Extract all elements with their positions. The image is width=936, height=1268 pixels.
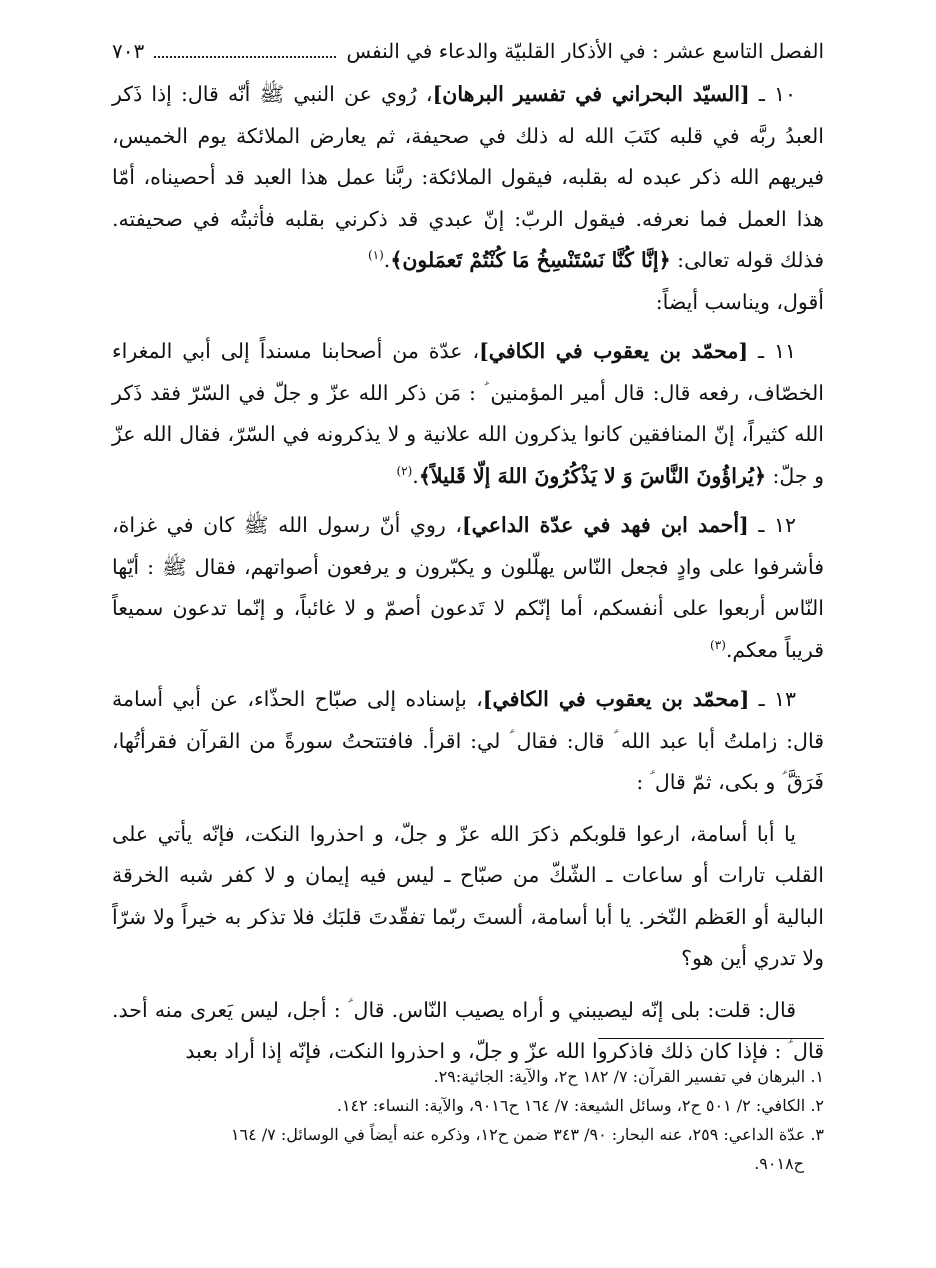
footnote-divider <box>598 1038 824 1039</box>
paragraph-text: ، رُوي عن النبي ﷺ أنّه قال: إذا ذَكر العبدُ ربَّه في قلبه كتَبَ الله له ذلك في صحيفة، ثم يعارض الملائكة يوم الخميس، فيريهم الله ذكر عبده له بقلبه، فيقول الملائكة: ربَّنا عمل هذا العبد قد أحصيناه، أمّا هذا العمل فما نعرفه. فيقول الربّ: إنّ عبدي قد ذكرني بقلبه فأثبتُه في صحيفته. فذلك قوله تعالى: <box>112 82 824 272</box>
footnote-3: ٣. عدّة الداعي: ٢٥٩، عنه البحار: ٩٠/ ٣٤٣ ضمن ح١٢، وذكره عنه أيضاً في الوسائل: ٧/ ١٦٤ <box>230 1125 824 1144</box>
paragraph-11 <box>112 331 824 497</box>
paragraph-end: . <box>412 463 419 488</box>
paragraph-13 <box>112 679 824 804</box>
paragraph-dialogue <box>112 990 824 1073</box>
chapter-title: الفصل التاسع عشر : في الأذكار القلبيّة والدعاء في النفس <box>346 39 824 63</box>
hadith-number: ١٢ ـ <box>758 513 796 537</box>
hadith-number: ١١ ـ <box>757 339 796 363</box>
main-text <box>112 74 824 1073</box>
paragraph-end: . <box>383 248 391 272</box>
hadith-number: ١٣ ـ <box>758 687 796 711</box>
source-citation: [أحمد ابن فهد في عدّة الداعي] <box>461 513 749 537</box>
footnotes <box>112 1062 824 1178</box>
quran-verse: ﴿إنَّا كُنَّا نَسْتَنْسِخُ مَا كُنْتُمْ تَعمَلون﴾ <box>390 248 671 272</box>
paragraph-comment <box>112 282 824 324</box>
footnote-2: ٢. الكافي: ٢/ ٥٠١ ح٢، وسائل الشيعة: ٧/ ١٦٤ ح٩٠١٦، والآية: النساء: ١٤٢. <box>336 1096 824 1115</box>
paragraph-10 <box>112 74 824 282</box>
hadith-number: ١٠ ـ <box>758 82 796 106</box>
footnote-marker: (٣) <box>710 637 726 652</box>
running-header <box>112 34 824 68</box>
quran-verse: ﴿يُراؤُونَ النَّاسَ وَ لا يَذْكُرُونَ اللهَ إلّا قَليلاً﴾ <box>418 463 766 488</box>
footnote-marker: (٢) <box>396 463 413 478</box>
paragraph-12 <box>112 505 824 671</box>
footnote-1: ١. البرهان في تفسير القرآن: ٧/ ١٨٢ ح٢، والآية: الجاثية:٢٩. <box>433 1067 824 1086</box>
paragraph-text: أقول، ويناسب أيضاً: <box>655 289 824 314</box>
source-citation: [السيّد البحراني في تفسير البرهان] <box>432 82 750 106</box>
paragraph-text: ، روي أنّ رسول الله ﷺ كان في غزاة، فأشرفوا على وادٍ فجعل النّاس يهلّلون و يكبّرون و يرفعون أصواتهم، فقال ﷺ : أيّها النّاس أربعوا على أنفسكم، أما إنّكم لا تَدعون أصمّ و لا غائباً، و إنّما تدعون سميعاً قريباً معكم. <box>112 513 824 662</box>
paragraph-quote <box>112 814 824 980</box>
footnote-3-continuation: ح٩٠١٨. <box>754 1154 804 1173</box>
source-citation: [محمّد بن يعقوب في الكافي] <box>482 687 750 711</box>
paragraph-text: ، بإسناده إلى صبّاح الحذّاء، عن أبي أسامة قال: زاملتُ أبا عبد الله ؑ قال: فقال ؑ لي: اقرأ. فافتتحتُ سورةً من القرآن فقرأتُها، فَرَقَّ ؑ و بكى، ثمّ قال ؑ : <box>112 687 824 794</box>
header-dot-leader <box>154 44 336 58</box>
paragraph-text: قال: قلت: بلى إنّه ليصيبني و أراه يصيب النّاس. قال ؑ : أجل، ليس يَعرى منه أحد. قال ؑ : فإذا كان ذلك فاذكروا الله عزّ و جلّ، و احذروا النكت، فإنّه إذا أراد بعبد <box>112 997 824 1063</box>
footnote-marker: (١) <box>367 248 384 263</box>
page-number: ٧٠٣ <box>112 39 145 63</box>
paragraph-text: ، عدّة من أصحابنا مسنداً إلى أبي المغراء الخصّاف، رفعه قال: قال أمير المؤمنين ؑ : مَن ذكر الله عزّ و جلّ في السّرّ فقد ذَكر الله كثيراً، إنّ المنافقين كانوا يذكرون الله علانية و لا يذكرونه في السّرّ، فقال الله عزّ و جلّ: <box>112 339 824 488</box>
source-citation: [محمّد بن يعقوب في الكافي] <box>479 339 749 363</box>
paragraph-text: يا أبا أسامة، ارعوا قلوبكم ذكرَ الله عزّ و جلّ، و احذروا النكت، فإنّه يأتي على القلب تارات أو ساعات ـ الشّكّ من صبّاح ـ ليس فيه إيمان و لا كفر شبه الخرقة البالية أو العَظم النّخر. يا أبا أسامة، ألستَ ربّما تفقّدتَ قلبَك فلا تذكر به خيراً ولا شرّاً ولا تدري أين هو؟ <box>112 821 824 970</box>
